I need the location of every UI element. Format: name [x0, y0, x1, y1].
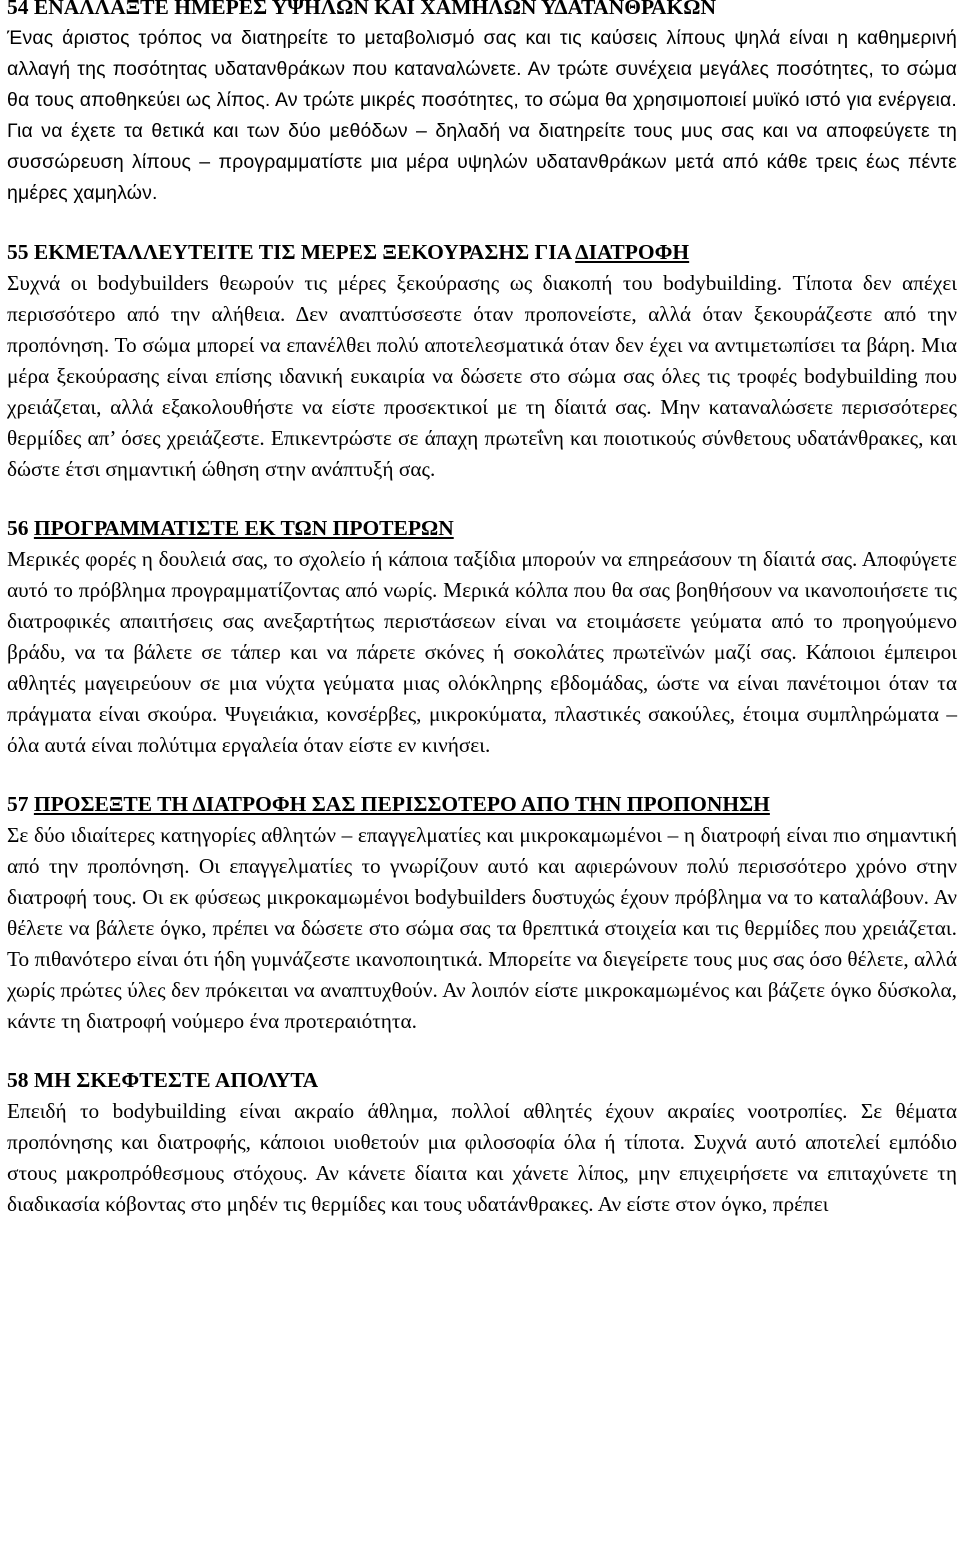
heading-text: 57	[7, 792, 34, 816]
section-heading: 58 ΜΗ ΣΚΕΦΤΕΣΤΕ ΑΠΟΛΥΤΑ	[7, 1068, 319, 1092]
section-58	[7, 1065, 957, 1220]
section-heading	[7, 237, 957, 268]
heading-underlined-text: ΔΙΑΤΡΟΦΗ	[575, 240, 690, 264]
section-56	[7, 513, 957, 761]
section-57	[7, 789, 957, 1037]
section-heading	[7, 513, 957, 544]
section-body: Σε δύο ιδιαίτερες κατηγορίες αθλητών – επαγγελματίες και μικροκαμωμένοι – η διατροφή είναι πιο σημαντική από την προπόνηση. Οι επαγγελματίες το γνωρίζουν αυτό και αφιερώνουν πολύ περισσότερο χρόνο στην διατροφή τους. Οι εκ φύσεως μικροκαμωμένοι bodybuilders δυστυχώς έχουν πρόβλημα να το καταλάβουν. Αν θέλετε να βάλετε όγκο, πρέπει να δώσετε στο σώμα σας τα θρεπτικά στοιχεία και τις θερμίδες που χρειάζεται. Το πιθανότερο είναι ότι ήδη γυμνάζεστε ικανοποιητικά. Μπορείτε να διεγείρετε τους μυς σας όσο θέλετε, αλλά χωρίς πρώτες ύλες δεν πρόκειται να αναπτυχθούν. Αν λοιπόν είστε μικροκαμωμένος και βάζετε όγκο δύσκολα, κάντε τη διατροφή νούμερο ένα προτεραιότητα.	[7, 823, 957, 1033]
section-body: Συχνά οι bodybuilders θεωρούν τις μέρες ξεκούρασης ως διακοπή του bodybuilding. Τίποτα δεν απέχει περισσότερο από την αλήθεια. Δεν αναπτύσσεστε όταν προπονείστε, αλλά όταν ξεκουράζεστε από την προπόνηση. Το σώμα μπορεί να επανέλθει πολύ αποτελεσματικά όταν δεν έχει να αντιμετωπίσει τα βάρη. Μια μέρα ξεκούρασης είναι επίσης ιδανική ευκαιρία να δώσετε στο σώμα σας όλες τις τροφές bodybuilding που χρειάζεται, αλλά εξακολουθήστε να είστε προσεκτικοί με τη δίαιτά σας. Μην καταναλώσετε περισσότερες θερμίδες απ’ όσες χρειάζεστε. Επικεντρώστε σε άπαχη πρωτεΐνη και ποιοτικούς σύνθετους υδατάνθρακες, και δώστε έτσι σημαντική ώθηση στην ανάπτυξή σας.	[7, 271, 957, 481]
section-55	[7, 237, 957, 485]
section-heading	[7, 789, 957, 820]
section-body: Μερικές φορές η δουλειά σας, το σχολείο ή κάποια ταξίδια μπορούν να επηρεάσουν τη δίαιτά σας. Αποφύγετε αυτό το πρόβλημα προγραμματίζοντας από νωρίς. Μερικά κόλπα που θα σας βοηθήσουν να ικανοποιήσετε τις διατροφικές απαιτήσεις σας ανεξαρτήτως περιστάσεων είναι να ετοιμάσετε γεύματα από το προηγούμενο βράδυ, να τα βάλετε σε τάπερ και να πάρετε σκόνες ή σοκολάτες πρωτεϊνών μαζί σας. Κάποιοι έμπειροι αθλητές μαγειρεύουν σε μια νύχτα γεύματα μιας ολόκληρης εβδομάδας, ώστε να είναι πανέτοιμοι όταν τα πράγματα είναι σκούρα. Ψυγειάκια, κονσέρβες, μικροκύματα, πλαστικές σακούλες, έτοιμα συμπληρώματα – όλα αυτά είναι πολύτιμα εργαλεία όταν είστε εν κινήσει.	[7, 547, 957, 757]
heading-underlined-text: ΠΡΟΓΡΑΜΜΑΤΙΣΤΕ ΕΚ ΤΩΝ ΠΡΟΤΕΡΩΝ	[33, 516, 454, 540]
section-heading: 54 ΕΝΑΛΛΑΞΤΕ ΗΜΕΡΕΣ ΥΨΗΛΩΝ ΚΑΙ ΧΑΜΗΛΩΝ ΥΔΑΤΑΝΘΡΑΚΩΝ	[7, 0, 716, 19]
section-body: Επειδή το bodybuilding είναι ακραίο άθλημα, πολλοί αθλητές έχουν ακραίες νοοτροπίες. Σε θέματα προπόνησης και διατροφής, κάποιοι υιοθετούν μια φιλοσοφία όλα ή τίποτα. Συχνά αυτό αποτελεί εμπόδιο στους μακροπρόθεσμους στόχους. Αν κάνετε δίαιτα και χάνετε λίπος, μην επιχειρήσετε να επιταχύνετε τη διαδικασία κόβοντας στο μηδέν τις θερμίδες και τους υδατάνθρακες. Αν είστε στον όγκο, πρέπει	[7, 1099, 957, 1216]
heading-text: 55 ΕΚΜΕΤΑΛΛΕΥΤΕΙΤΕ ΤΙΣ ΜΕΡΕΣ ΞΕΚΟΥΡΑΣΗΣ ΓΙΑ	[7, 240, 576, 264]
section-54	[7, 0, 957, 209]
heading-underlined-text: ΠΡΟΣΕΞΤΕ ΤΗ ΔΙΑΤΡΟΦΗ ΣΑΣ ΠΕΡΙΣΣΟΤΕΡΟ ΑΠΟ ΤΗΝ ΠΡΟΠΟΝΗΣΗ	[33, 792, 770, 816]
document-page	[7, 0, 957, 1248]
heading-text: 56	[7, 516, 34, 540]
section-body: Ένας άριστος τρόπος να διατηρείτε το μεταβολισμό σας και τις καύσεις λίπους ψηλά είναι η καθημερινή αλλαγή της ποσότητας υδατανθράκων που καταναλώνετε. Αν τρώτε συνέχεια μεγάλες ποσότητες, το σώμα θα τους αποθηκεύει ως λίπος. Αν τρώτε μικρές ποσότητες, το σώμα θα χρησιμοποιεί μυϊκό ιστό για ενέργεια. Για να έχετε τα θετικά και των δύο μεθόδων – δηλαδή να διατηρείτε τους μυς σας και να αποφεύγετε τη συσσώρευση λίπους – προγραμματίστε μια μέρα υψηλών υδατανθράκων μετά από κάθε τρεις έως πέντε ημέρες χαμηλών.	[7, 27, 957, 204]
